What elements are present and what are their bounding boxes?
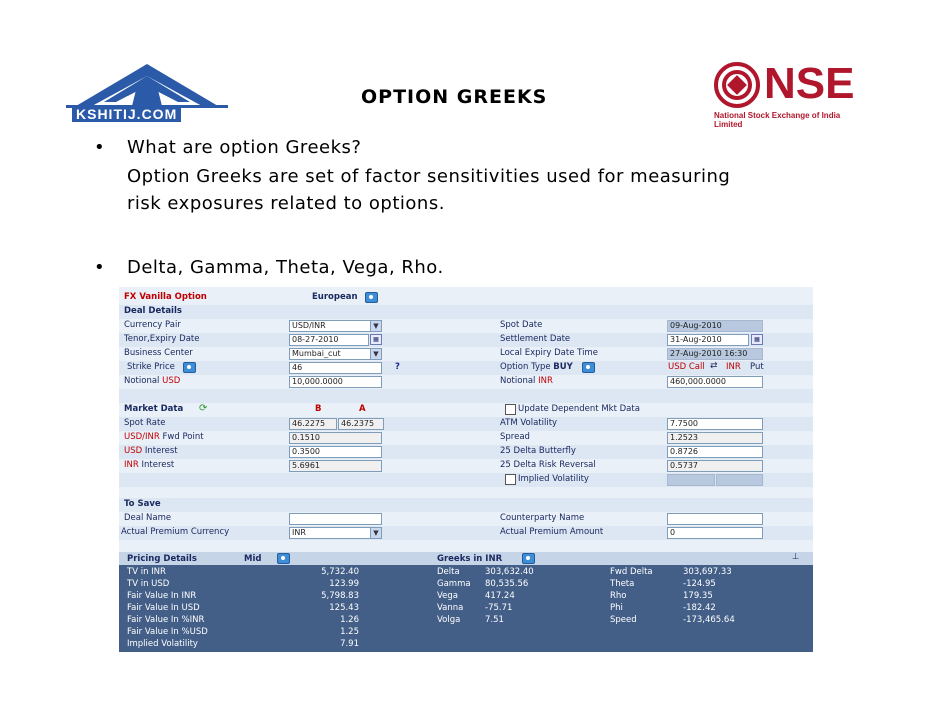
greek-label: Delta (437, 567, 460, 577)
greek-label: Vega (437, 591, 458, 601)
chevron-down-icon: ▼ (370, 528, 381, 538)
update-dependent-checkbox[interactable] (505, 404, 516, 415)
greek-right-value: -173,465.64 (683, 615, 735, 625)
spacer-row (119, 389, 813, 403)
notional-right-text: Notional (500, 376, 539, 386)
greek-value: 417.24 (485, 591, 515, 601)
butterfly-label: 25 Delta Butterfly (500, 446, 576, 456)
pricing-label: Fair Value In INR (127, 591, 197, 601)
spread-input[interactable]: 1.2523 (667, 432, 763, 444)
pin-icon[interactable]: ⊥ (792, 552, 800, 562)
implied-vol-checkbox[interactable] (505, 474, 516, 485)
notional-ccy: USD (162, 376, 181, 386)
pricing-label: Fair Value In %USD (127, 627, 208, 637)
pricing-label: Fair Value In %INR (127, 615, 205, 625)
premium-ccy-select[interactable] (289, 527, 382, 539)
market-data-header (119, 403, 813, 417)
settlement-date-label: Settlement Date (500, 334, 571, 344)
fx-vanilla-option-panel (119, 287, 813, 652)
usd-interest-label (124, 446, 178, 456)
pricing-label: Implied Volatility (127, 639, 198, 649)
deal-row-4 (119, 361, 813, 375)
deal-name-input[interactable] (289, 513, 382, 525)
deal-row-5 (119, 375, 813, 389)
results-table (119, 565, 813, 652)
to-save-header (119, 498, 813, 512)
notional-right-ccy: INR (538, 376, 553, 386)
tenor-label: Tenor,Expiry Date (124, 334, 200, 344)
business-center-label: Business Center (124, 348, 193, 358)
local-expiry-label: Local Expiry Date Time (500, 348, 598, 358)
risk-reversal-input[interactable]: 0.5737 (667, 460, 763, 472)
pricing-value: 5,732.40 (321, 567, 359, 577)
swap-icon[interactable]: ⇄ (710, 361, 718, 371)
spread-label: Spread (500, 432, 530, 442)
atm-vol-label: ATM Volatility (500, 418, 558, 428)
notional-text: Notional (124, 376, 163, 386)
premium-ccy-label: Actual Premium Currency (121, 527, 230, 537)
spot-rate-label: Spot Rate (124, 418, 166, 428)
premium-ccy-value: INR (292, 528, 306, 537)
greek-value: -75.71 (485, 603, 513, 613)
fx-title: FX Vanilla Option (124, 292, 207, 302)
pricing-label: TV in INR (127, 567, 166, 577)
deal-row-2 (119, 333, 813, 347)
premium-amount-input[interactable]: 0 (667, 527, 763, 539)
strike-toggle-button[interactable] (183, 362, 196, 373)
greek-right-label: Rho (610, 591, 627, 601)
deal-name-label: Deal Name (124, 513, 172, 523)
calendar-icon[interactable]: ▦ (370, 334, 382, 345)
spot-date-field: 09-Aug-2010 (667, 320, 763, 332)
help-icon[interactable]: ? (395, 362, 400, 372)
greek-right-value: 303,697.33 (683, 567, 732, 577)
notional-right-label (500, 376, 553, 386)
pricing-label: TV in USD (127, 579, 170, 589)
notional-input[interactable]: 10,000.0000 (289, 376, 382, 388)
settlement-date-input[interactable]: 31-Aug-2010 (667, 334, 749, 346)
implied-vol-label: Implied Volatility (518, 474, 589, 484)
fwd-point-text: Fwd Point (159, 432, 204, 442)
fwd-point-ccy: USD/INR (124, 432, 160, 442)
option-type-value: BUY (553, 362, 573, 372)
nse-emblem-icon (714, 62, 760, 108)
greeks-title: Greeks in INR (437, 554, 503, 564)
inr-interest-text: Interest (138, 460, 175, 470)
counterparty-label: Counterparty Name (500, 513, 585, 523)
premium-amount-label: Actual Premium Amount (500, 527, 604, 537)
inr-interest-ccy: INR (124, 460, 139, 470)
nse-logo-subtitle: National Stock Exchange of India Limited (714, 111, 841, 129)
kshitij-logo (66, 62, 228, 124)
pricing-label: Fair Value In USD (127, 603, 200, 613)
mid-toggle-button[interactable] (277, 553, 290, 564)
ask-label: A (359, 404, 366, 414)
page-title: OPTION GREEKS (361, 86, 548, 108)
counterparty-input[interactable] (667, 513, 763, 525)
local-expiry-field: 27-Aug-2010 16:30 (667, 348, 763, 360)
bullet-marker-2: • (94, 257, 106, 278)
greek-value: 303,632.40 (485, 567, 534, 577)
mid-label: Mid (244, 554, 262, 564)
pricing-value: 1.26 (340, 615, 359, 625)
greek-right-value: 179.35 (683, 591, 713, 601)
nse-logo-text: NSE (764, 59, 855, 108)
greek-right-label: Speed (610, 615, 637, 625)
option-put-label: Put (750, 362, 764, 372)
bid-label: B (315, 404, 322, 414)
greek-right-value: -182.42 (683, 603, 716, 613)
option-type-toggle-button[interactable] (582, 362, 595, 373)
notional-label (124, 376, 180, 386)
bullet-1-line-2: Option Greeks are set of factor sensitivities used for measuring (127, 166, 731, 187)
greek-label: Vanna (437, 603, 464, 613)
chevron-down-icon: ▼ (370, 321, 381, 331)
fwd-point-input[interactable]: 0.1510 (289, 432, 382, 444)
greeks-toggle-button[interactable] (522, 553, 535, 564)
inr-interest-label (124, 460, 174, 470)
bullet-marker-1: • (94, 137, 106, 158)
usd-interest-ccy: USD (124, 446, 143, 456)
greek-value: 7.51 (485, 615, 504, 625)
greek-label: Volga (437, 615, 461, 625)
usd-interest-input[interactable]: 0.3500 (289, 446, 382, 458)
market-data-title: Market Data (124, 404, 184, 414)
refresh-icon[interactable]: ⟳ (199, 403, 208, 414)
currency-pair-select[interactable] (289, 320, 382, 332)
option-put-ccy: INR (726, 362, 741, 372)
currency-pair-label: Currency Pair (124, 320, 181, 330)
bullet-2-line-1: Delta, Gamma, Theta, Vega, Rho. (127, 257, 444, 278)
bullet-1-line-1: What are option Greeks? (127, 137, 362, 158)
spot-ask-input[interactable]: 46.2375 (338, 418, 384, 430)
atm-vol-input[interactable]: 7.7500 (667, 418, 763, 430)
inr-interest-input[interactable]: 5.6961 (289, 460, 382, 472)
usd-interest-text: Interest (142, 446, 178, 456)
risk-reversal-label: 25 Delta Risk Reversal (500, 460, 596, 470)
bullet-1-line-3: risk exposures related to options. (127, 193, 445, 214)
option-call-label: USD Call (668, 362, 705, 372)
style-toggle-button[interactable] (365, 292, 378, 303)
pricing-value: 123.99 (329, 579, 359, 589)
deal-row-1 (119, 319, 813, 333)
market-row-5 (119, 473, 813, 487)
greek-right-label: Fwd Delta (610, 567, 653, 577)
fwd-point-label (124, 432, 204, 442)
pricing-value: 5,798.83 (321, 591, 359, 601)
nse-logo (714, 59, 864, 129)
market-row-3 (119, 445, 813, 459)
business-center-select[interactable] (289, 348, 382, 360)
strike-price-input[interactable]: 46 (289, 362, 382, 374)
kshitij-logo-text: KSHITIJ.COM (72, 106, 181, 122)
business-center-value: Mumbai_cut (292, 349, 341, 358)
greek-label: Gamma (437, 579, 471, 589)
to-save-title: To Save (124, 499, 161, 509)
tenor-expiry-input[interactable]: 08-27-2010 (289, 334, 369, 346)
butterfly-input[interactable]: 0.8726 (667, 446, 763, 458)
greek-value: 80,535.56 (485, 579, 529, 589)
pricing-details-title: Pricing Details (127, 554, 197, 564)
pricing-value: 125.43 (329, 603, 359, 613)
save-row-2 (119, 526, 813, 540)
market-row-2 (119, 431, 813, 445)
calendar-icon[interactable]: ▦ (751, 334, 763, 345)
deal-details-header (119, 305, 813, 319)
deal-details-title: Deal Details (124, 306, 182, 316)
spot-date-label: Spot Date (500, 320, 543, 330)
pricing-value: 1.25 (340, 627, 359, 637)
market-row-4 (119, 459, 813, 473)
fx-title-row (119, 291, 813, 305)
kshitij-logo-icon (66, 62, 228, 108)
pricing-value: 7.91 (340, 639, 359, 649)
strike-price-label: Strike Price (127, 362, 175, 372)
greek-right-label: Theta (610, 579, 635, 589)
option-type-text: Option Type (500, 362, 554, 372)
option-type-label (500, 362, 573, 372)
implied-vol-ask-field (716, 474, 763, 486)
pricing-greeks-header (119, 552, 813, 565)
deal-row-3 (119, 347, 813, 361)
style-label: European (312, 292, 358, 302)
implied-vol-bid-field (667, 474, 715, 486)
greek-right-label: Phi (610, 603, 623, 613)
chevron-down-icon: ▼ (370, 349, 381, 359)
notional-right-input[interactable]: 460,000.0000 (667, 376, 763, 388)
save-row-1 (119, 512, 813, 526)
currency-pair-value: USD/INR (292, 321, 326, 330)
update-dependent-label: Update Dependent Mkt Data (518, 404, 640, 414)
market-row-1 (119, 417, 813, 431)
greek-right-value: -124.95 (683, 579, 716, 589)
spot-bid-input[interactable]: 46.2275 (289, 418, 337, 430)
